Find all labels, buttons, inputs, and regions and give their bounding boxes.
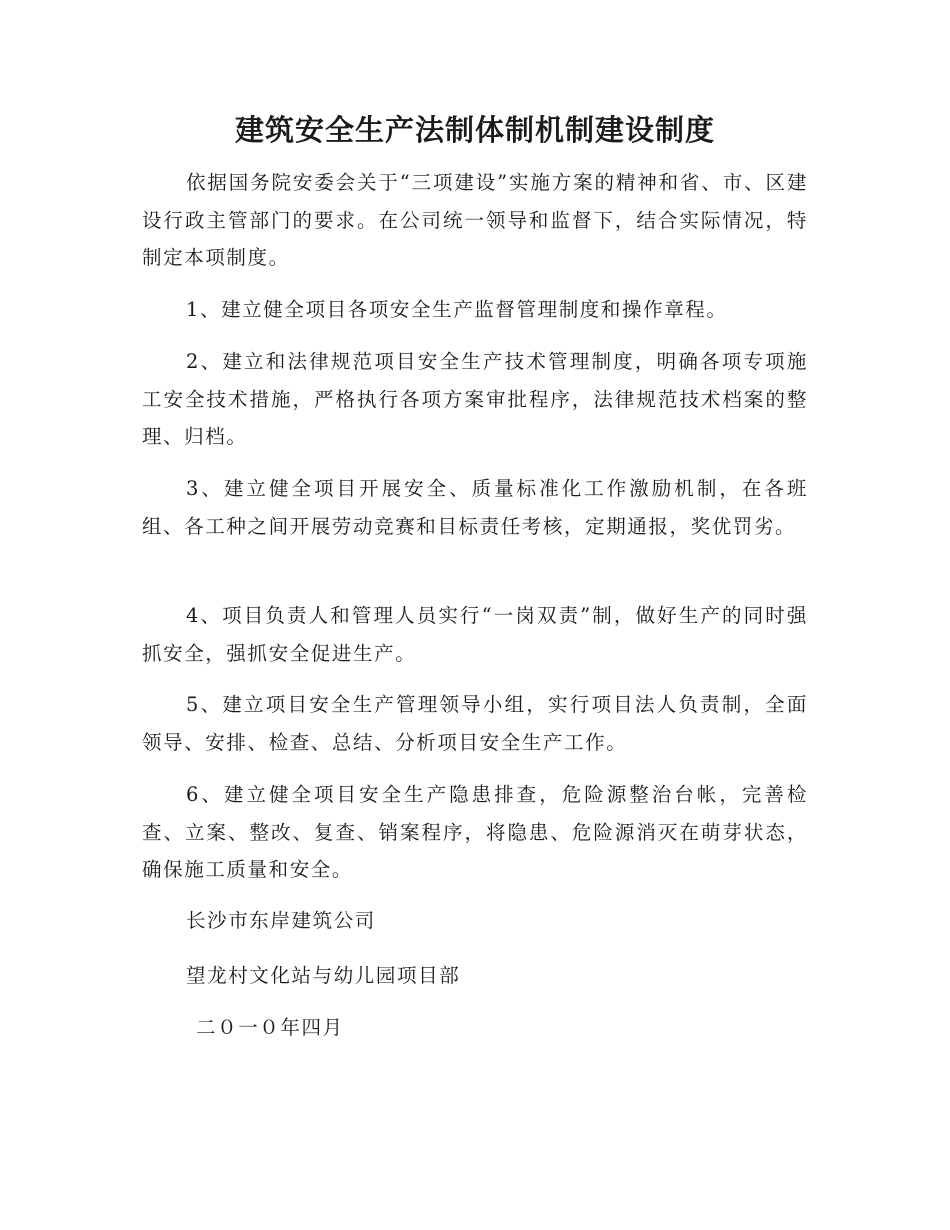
clause-6: 6、建立健全项目安全生产隐患排查，危险源整治台帐，完善检查、立案、整改、复查、销案程序，将隐患、危险源消灭在萌芽状态，确保施工质量和安全。	[142, 783, 808, 881]
intro-paragraph: 依据国务院安委会关于“三项建设”实施方案的精神和省、市、区建设行政主管部门的要求。在公司统一领导和监督下，结合实际情况，特制定本项制度。	[142, 171, 808, 269]
clause-5: 5、建立项目安全生产管理领导小组，实行项目法人负责制，全面领导、安排、检查、总结、分析项目安全生产工作。	[142, 693, 808, 754]
document-title: 建筑安全生产法制体制机制建设制度	[234, 113, 715, 147]
clause-2: 2、建立和法律规范项目安全生产技术管理制度，明确各项专项施工安全技术措施，严格执行各项方案审批程序，法律规范技术档案的整理、归档。	[142, 350, 808, 448]
clause-3: 3、建立健全项目开展安全、质量标准化工作激励机制，在各班组、各工种之间开展劳动竞赛和目标责任考核，定期通报，奖优罚劣。	[142, 477, 808, 538]
clause-1: 1、建立健全项目各项安全生产监督管理制度和操作章程。	[186, 298, 728, 321]
signature-company: 长沙市东岸建筑公司	[186, 909, 376, 932]
signature-date: 二０一０年四月	[196, 1016, 344, 1039]
signature-department: 望龙村文化站与幼儿园项目部	[186, 964, 461, 987]
clause-4: 4、项目负责人和管理人员实行“一岗双责”制，做好生产的同时强抓安全，强抓安全促进生产。	[142, 604, 808, 665]
